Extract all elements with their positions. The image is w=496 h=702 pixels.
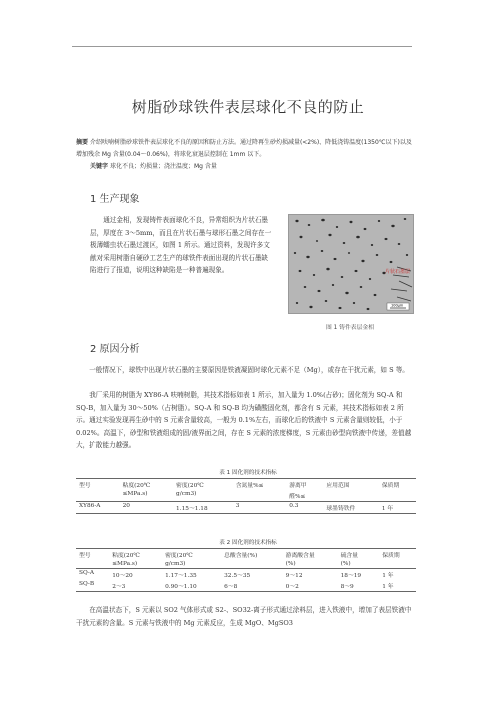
t2-h-model-2 <box>76 560 109 569</box>
keywords-text: 球化不良；灼损量；浇注温度；Mg 含量 <box>109 163 217 170</box>
keywords <box>90 162 410 172</box>
table-cell: 20 <box>120 502 173 514</box>
table-cell: 1 年 <box>382 573 394 579</box>
abstract-label: 摘要 <box>76 139 89 146</box>
table-cell: 1.15～1.18 <box>173 502 233 514</box>
section-2-para-2: 我厂采用的树脂为 XY86-A 呋喃树脂，其技术指标如表 1 所示，加入量为 1.0%(占砂)；固化剂为 SQ-A 和 SQ-B，加入量为 30～50%（占树脂）。SQ-A 和 SQ-B 均为磺酸固化剂，都含有 S 元素，其技术指标如表 2 所示。通过实验发现再生砂中的 S 元素含量较高，一般为 0.1%左右，而球化后的铁液中 S 元素含量则较低，小于 0.02%。高温下，砂型和铁液组成的固/液界面之间，存在 S 元素的浓度梯度，S 元素由砂型向铁液中传递，差值越大，扩散能力越强。 <box>76 391 412 449</box>
t2-h-shelf-life: 保质期 <box>379 549 416 561</box>
table-cell: SQ-A <box>79 570 95 576</box>
figure-caption: 图 1 铸件表层金相 <box>326 325 374 331</box>
t1-h-viscosity-2: ≤MPa.s) <box>120 490 173 502</box>
flake-layer-label: 片状石墨层 <box>385 269 411 275</box>
paper-title: 树脂砂球铁件表层球化不良的防止 <box>131 98 365 116</box>
table-cell: 8～9 <box>338 580 380 592</box>
table-cell: 球墨铸铁件 <box>323 502 379 514</box>
table-cell: 3 <box>233 502 287 514</box>
t2-h-free-acid: 游离酸含量 <box>283 549 338 561</box>
table-cell: 18～19 <box>340 573 362 579</box>
t1-h-density-2: g/cm3) <box>173 490 233 502</box>
table-cell: 0.3 <box>286 502 323 514</box>
micrograph-image <box>289 215 413 313</box>
t2-h-free-acid-2: (%) <box>283 560 338 569</box>
t1-h-application-2 <box>323 490 379 502</box>
table-1 <box>76 478 416 514</box>
table-cell: XY86-A <box>76 502 120 514</box>
table-2-title: 表 2 固化剂的技术指标 <box>219 540 277 546</box>
table-1-title: 表 1 固化剂的技术指标 <box>219 470 277 476</box>
t2-h-shelf-life-2 <box>379 560 416 569</box>
t1-h-formaldehyde: 游离甲 <box>286 479 323 491</box>
t1-h-viscosity: 粘度(20℃ <box>120 479 173 491</box>
t2-h-model: 型号 <box>76 549 109 561</box>
table-cell: 1 年 <box>379 502 416 514</box>
table-2 <box>76 548 416 592</box>
t1-h-application: 应用范围 <box>323 479 379 491</box>
section-1-paragraph: 通过金相，发现铸件表面球化不良，异常组织为片状石墨层，厚度在 3～5mm，而且在片状石墨与球形石墨之间存在一极薄蠕虫状石墨过渡区，如图 1 所示。通过资料，发现许多文献对采用树脂自硬砂工艺生产的球铁件表面出现的片状石墨缺陷进行了报道，说明这种缺陷是一种普遍现象。 <box>90 216 272 274</box>
table-cell: 1 年 <box>379 580 416 592</box>
keywords-label: 关键字 <box>90 163 109 170</box>
table-cell: 9～12 <box>285 573 303 579</box>
t2-h-total-acid: 总酸含量(%) <box>221 549 283 561</box>
table-row <box>76 580 416 592</box>
figure-micrograph <box>288 214 414 314</box>
t1-h-formaldehyde-2: 醛%≤ <box>286 490 323 502</box>
t1-h-shelf-life-2 <box>379 490 416 502</box>
table-cell: 1.17～1.35 <box>165 573 197 579</box>
section-1-heading: 1 生产现象 <box>90 194 140 205</box>
abstract <box>76 137 416 161</box>
table-cell: 0～2 <box>283 580 338 592</box>
header-rule <box>72 46 412 47</box>
t1-h-shelf-life: 保质期 <box>379 479 416 491</box>
table-cell: 32.5～35 <box>224 573 251 579</box>
t1-h-nitrogen-2 <box>233 490 287 502</box>
t2-h-sulfur-2: (%) <box>338 560 380 569</box>
table-row <box>76 569 416 581</box>
section-2-para-1: 一般情况下，球铁中出现片状石墨的主要原因是铁液凝固时球化元素不足（Mg），或存在干扰元素，如 S 等。 <box>89 366 409 374</box>
table-row <box>76 502 416 514</box>
t1-h-density: 密度(20℃ <box>173 479 233 491</box>
t1-h-model-2 <box>76 490 120 502</box>
t2-h-sulfur: 硫含量 <box>338 549 380 561</box>
t2-h-viscosity-2: ≤MPa.s) <box>109 560 162 569</box>
abstract-text: 介绍呋喃树脂砂球铁件表层球化不良的原因和防止方法。通过降再生砂灼损减量(<2%)、降低浇铸温度(1350℃以下)以及增加残余 Mg 含量(0.04～0.06%)，将球化衰退层控制在 1mm 以下。 <box>76 139 412 158</box>
table-cell: 10～20 <box>112 573 133 579</box>
t2-h-total-acid-2 <box>221 560 283 569</box>
t1-h-nitrogen: 含氮量%≤ <box>233 479 287 491</box>
t2-h-density-2: g/cm3) <box>162 560 221 569</box>
table-cell: 6～8 <box>221 580 283 592</box>
t2-h-density: 密度(20℃ <box>162 549 221 561</box>
t1-h-model: 型号 <box>76 479 120 491</box>
table-cell: 2～3 <box>109 580 162 592</box>
scale-bar-label: 100μm <box>391 303 404 308</box>
section-2-para-3: 在高温状态下，S 元素以 SO2 气体形式或 S2-、SO32-离子形式通过涂料层，进入铁液中，增加了表层铁液中干扰元素的含量。S 元素与铁液中的 Mg 元素反应，生成 MgO、MgSO3 <box>76 606 412 627</box>
t2-h-viscosity: 粘度(20℃ <box>109 549 162 561</box>
table-cell: 0.90～1.10 <box>162 580 221 592</box>
section-2-heading: 2 原因分析 <box>90 344 140 355</box>
table-cell: SQ-B <box>76 580 109 592</box>
